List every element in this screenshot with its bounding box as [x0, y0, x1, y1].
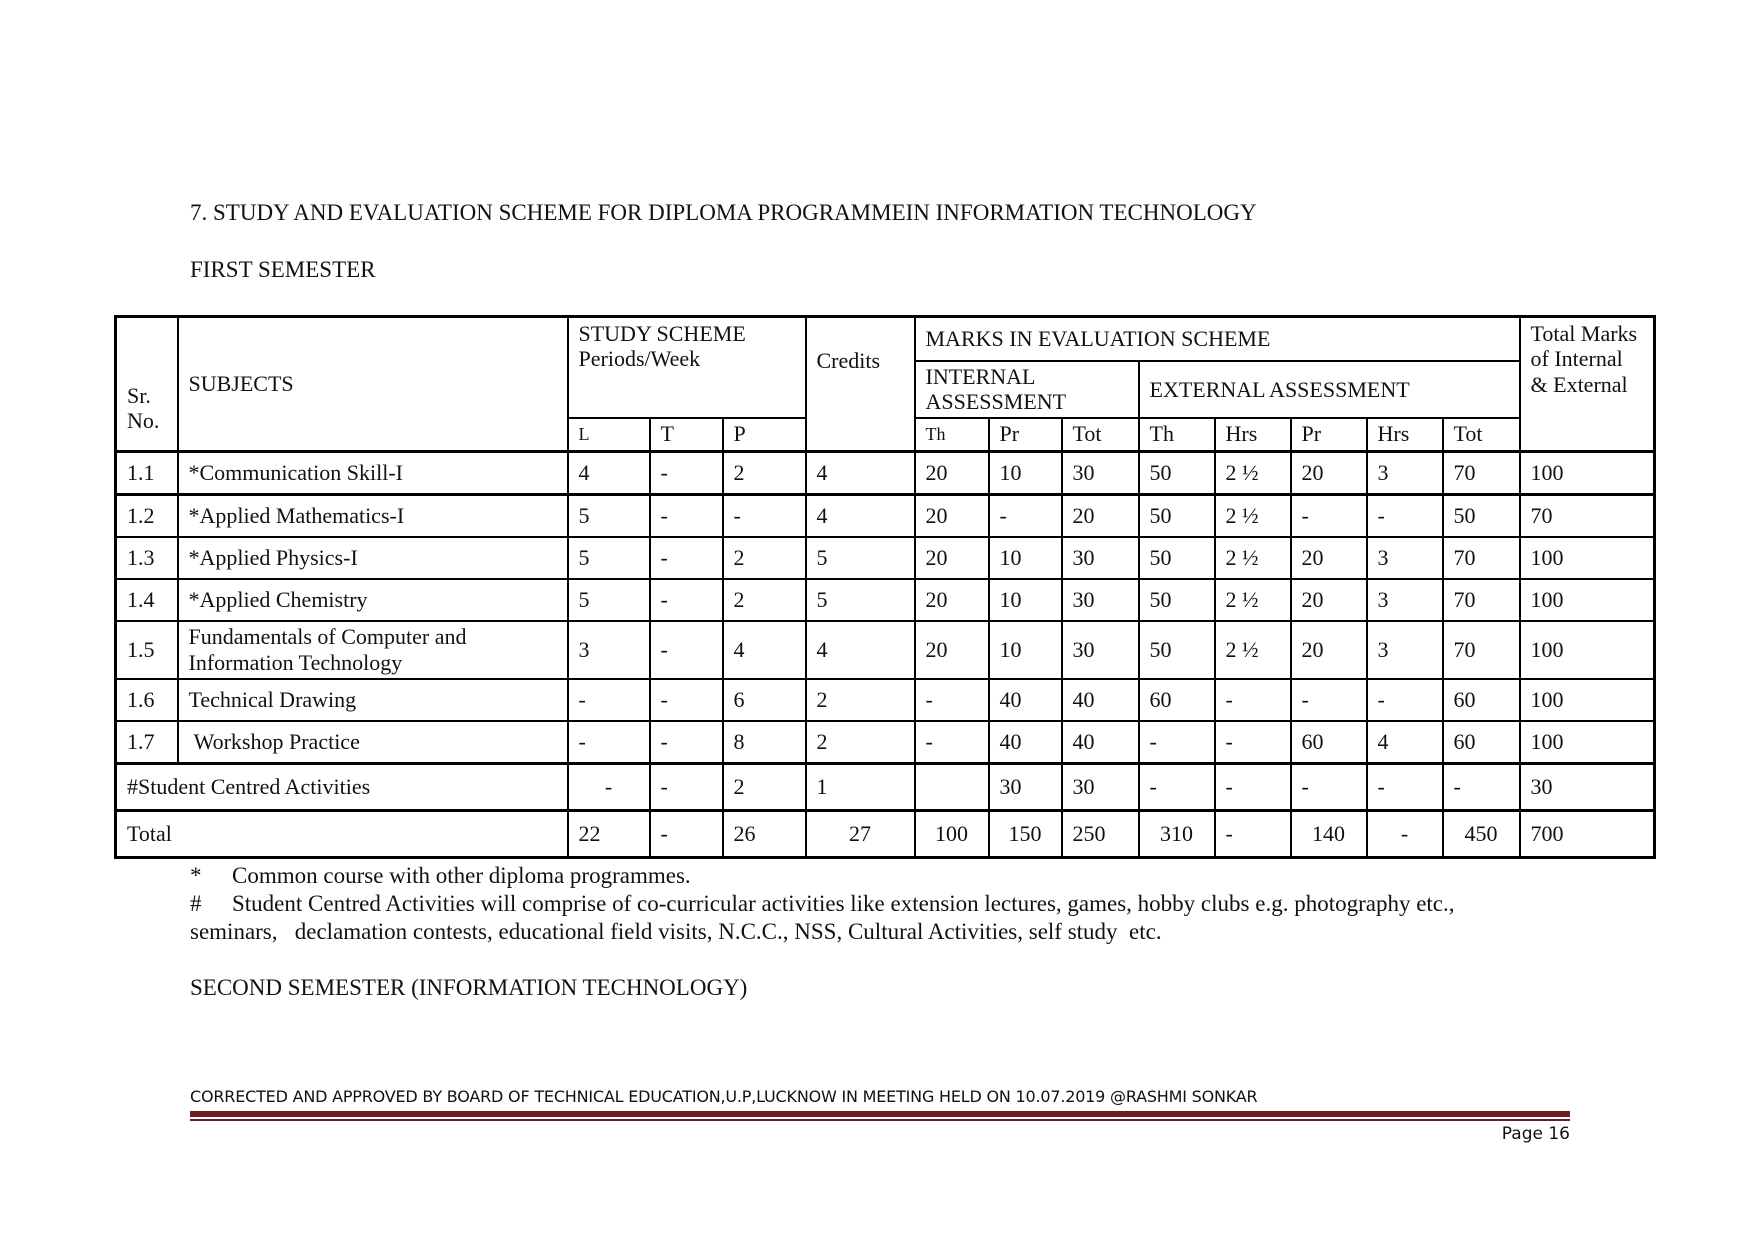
cell-ext-pr: 20: [1291, 621, 1367, 679]
cell-ext-pr: -: [1291, 679, 1367, 721]
cell-l: -: [568, 763, 650, 810]
cell-ext-tot: 70: [1443, 579, 1520, 621]
header-ext-pr: Pr: [1291, 418, 1367, 452]
cell-t: -: [650, 621, 723, 679]
cell-ext-hrs: 4: [1367, 721, 1443, 764]
cell-sr: 1.3: [116, 537, 178, 579]
cell-p: 6: [723, 679, 806, 721]
table-row: [116, 621, 1655, 679]
cell-ext-pr: 20: [1291, 451, 1367, 494]
cell-ext-th: 50: [1139, 494, 1215, 537]
cell-int-tot: 30: [1062, 451, 1139, 494]
cell-total: 100: [1520, 537, 1655, 579]
cell-ext-hrs: 2 ½: [1215, 451, 1291, 494]
cell-ext-th: 60: [1139, 679, 1215, 721]
evaluation-scheme-table: [114, 315, 1656, 859]
cell-sr: 1.4: [116, 579, 178, 621]
cell-int-pr: 10: [989, 579, 1062, 621]
cell-ext-hrs: 3: [1367, 537, 1443, 579]
footnote-common: [190, 862, 1590, 890]
cell-ext-hrs: 2 ½: [1215, 537, 1291, 579]
cell-total-label: Total: [116, 810, 568, 857]
header-study-scheme: STUDY SCHEME Periods/Week: [568, 317, 806, 418]
header-sr-no: Sr. No.: [116, 317, 178, 452]
first-semester-title: FIRST SEMESTER: [190, 257, 376, 282]
header-credits: Credits: [806, 317, 915, 452]
cell-int-th: 20: [915, 621, 989, 679]
cell-ext-pr: -: [1291, 763, 1367, 810]
cell-subject: *Communication Skill-I: [178, 451, 568, 494]
cell-credits: 5: [806, 537, 915, 579]
cell-subject: *Applied Chemistry: [178, 579, 568, 621]
cell-total: 100: [1520, 621, 1655, 679]
footnote-hash-text: Student Centred Activities will comprise of co-curricular activities like extension lectures, games, hobby clubs e.g. photography etc.,: [232, 891, 1455, 916]
cell-ext-hrs: 2 ½: [1215, 494, 1291, 537]
cell-ext-hrs: 2 ½: [1215, 579, 1291, 621]
cell-subject: Technical Drawing: [178, 679, 568, 721]
header-int-pr: Pr: [989, 418, 1062, 452]
cell-ext-hrs: -: [1367, 494, 1443, 537]
section-heading: 7. STUDY AND EVALUATION SCHEME FOR DIPLOMA PROGRAMMEIN INFORMATION TECHNOLOGY: [190, 200, 1257, 225]
cell-ext-hrs: 3: [1367, 451, 1443, 494]
cell-total: 30: [1520, 763, 1655, 810]
cell-ext-pr: 60: [1291, 721, 1367, 764]
cell-total: 700: [1520, 810, 1655, 857]
cell-t: -: [650, 679, 723, 721]
cell-ext-tot: 70: [1443, 451, 1520, 494]
cell-p: 2: [723, 579, 806, 621]
cell-int-tot: 30: [1062, 763, 1139, 810]
cell-l: 4: [568, 451, 650, 494]
cell-total: 100: [1520, 579, 1655, 621]
cell-int-th: 20: [915, 537, 989, 579]
cell-credits: 27: [806, 810, 915, 857]
cell-t: -: [650, 763, 723, 810]
cell-subject: Fundamentals of Computer and Information Technology: [178, 621, 568, 679]
cell-ext-hrs: -: [1215, 810, 1291, 857]
cell-ext-tot: 50: [1443, 494, 1520, 537]
cell-ext-hrs: -: [1215, 721, 1291, 764]
cell-total: 70: [1520, 494, 1655, 537]
cell-sr: 1.2: [116, 494, 178, 537]
table-row: [116, 494, 1655, 537]
cell-p: 2: [723, 537, 806, 579]
cell-t: -: [650, 721, 723, 764]
cell-credits: 2: [806, 721, 915, 764]
cell-int-pr: 10: [989, 537, 1062, 579]
cell-p: -: [723, 494, 806, 537]
cell-ext-hrs: -: [1367, 763, 1443, 810]
cell-ext-hrs: -: [1215, 763, 1291, 810]
cell-credits: 4: [806, 451, 915, 494]
table-row: [116, 451, 1655, 494]
cell-t: -: [650, 451, 723, 494]
cell-t: -: [650, 810, 723, 857]
cell-sr: 1.1: [116, 451, 178, 494]
cell-ext-th: 50: [1139, 451, 1215, 494]
cell-ext-hrs: 3: [1367, 579, 1443, 621]
cell-total: 100: [1520, 679, 1655, 721]
cell-ext-pr: 20: [1291, 579, 1367, 621]
footnote-activities-cont: seminars, declamation contests, educational field visits, N.C.C., NSS, Cultural Activities, self study etc.: [190, 919, 1162, 944]
header-ext-hrs: Hrs: [1367, 418, 1443, 452]
cell-subject: Workshop Practice: [178, 721, 568, 764]
cell-ext-th: -: [1139, 721, 1215, 764]
cell-ext-hrs: -: [1367, 810, 1443, 857]
cell-t: -: [650, 537, 723, 579]
footnote-star-mark: *: [190, 863, 202, 888]
cell-int-tot: 40: [1062, 721, 1139, 764]
header-internal-assessment: INTERNAL ASSESSMENT: [915, 361, 1139, 418]
header-ext-th: Th: [1139, 418, 1215, 452]
cell-ext-pr: 140: [1291, 810, 1367, 857]
cell-int-pr: 30: [989, 763, 1062, 810]
cell-int-pr: 10: [989, 621, 1062, 679]
header-subjects: SUBJECTS: [178, 317, 568, 452]
cell-credits: 4: [806, 621, 915, 679]
cell-p: 26: [723, 810, 806, 857]
cell-ext-hrs: -: [1367, 679, 1443, 721]
table-row: [116, 579, 1655, 621]
cell-int-th: 20: [915, 451, 989, 494]
footer-rule-thin: [190, 1119, 1570, 1121]
table-row: [116, 679, 1655, 721]
cell-ext-th: 310: [1139, 810, 1215, 857]
cell-ext-th: 50: [1139, 579, 1215, 621]
cell-l: -: [568, 721, 650, 764]
header-int-tot: Tot: [1062, 418, 1139, 452]
cell-ext-th: 50: [1139, 621, 1215, 679]
cell-int-pr: 150: [989, 810, 1062, 857]
cell-activities-label: #Student Centred Activities: [116, 763, 568, 810]
table-row-activities: [116, 763, 1655, 810]
cell-l: 22: [568, 810, 650, 857]
cell-total: 100: [1520, 451, 1655, 494]
footer-approval-note: CORRECTED AND APPROVED BY BOARD OF TECHNICAL EDUCATION,U.P,LUCKNOW IN MEETING HELD ON 10.07.2019 @RASHMI SONKAR: [190, 1087, 1258, 1106]
cell-ext-tot: 60: [1443, 721, 1520, 764]
header-ext-tot: Tot: [1443, 418, 1520, 452]
cell-ext-pr: 20: [1291, 537, 1367, 579]
cell-p: 8: [723, 721, 806, 764]
cell-ext-tot: 450: [1443, 810, 1520, 857]
cell-credits: 1: [806, 763, 915, 810]
cell-int-th: -: [915, 679, 989, 721]
cell-t: -: [650, 579, 723, 621]
footnote-activities: [190, 890, 1590, 918]
cell-l: 5: [568, 494, 650, 537]
footnotes: [190, 862, 1590, 946]
header-total-marks: Total Marks of Internal & External: [1520, 317, 1655, 452]
header-external-assessment: EXTERNAL ASSESSMENT: [1139, 361, 1520, 418]
footnote-star-text: Common course with other diploma programmes.: [232, 863, 691, 888]
cell-ext-th: 50: [1139, 537, 1215, 579]
cell-ext-tot: 70: [1443, 537, 1520, 579]
cell-p: 2: [723, 763, 806, 810]
cell-t: -: [650, 494, 723, 537]
footnote-hash-mark: #: [190, 891, 202, 916]
cell-ext-tot: 70: [1443, 621, 1520, 679]
table-row-total: [116, 810, 1655, 857]
cell-int-th: 100: [915, 810, 989, 857]
cell-l: 3: [568, 621, 650, 679]
cell-credits: 5: [806, 579, 915, 621]
cell-l: -: [568, 679, 650, 721]
cell-ext-th: -: [1139, 763, 1215, 810]
cell-l: 5: [568, 537, 650, 579]
cell-ext-hrs: -: [1215, 679, 1291, 721]
cell-int-pr: 40: [989, 721, 1062, 764]
cell-int-th: 20: [915, 494, 989, 537]
footer-rule: [190, 1111, 1570, 1117]
cell-int-th: 20: [915, 579, 989, 621]
cell-credits: 2: [806, 679, 915, 721]
cell-subject: *Applied Mathematics-I: [178, 494, 568, 537]
header-t: T: [650, 418, 723, 452]
cell-int-tot: 20: [1062, 494, 1139, 537]
second-semester-title: SECOND SEMESTER (INFORMATION TECHNOLOGY): [190, 975, 748, 1000]
cell-p: 2: [723, 451, 806, 494]
cell-int-pr: 40: [989, 679, 1062, 721]
header-ext-hrs: Hrs: [1215, 418, 1291, 452]
cell-total: 100: [1520, 721, 1655, 764]
page-number: Page 16: [1501, 1124, 1570, 1144]
table-row: [116, 537, 1655, 579]
cell-ext-tot: -: [1443, 763, 1520, 810]
cell-int-tot: 250: [1062, 810, 1139, 857]
cell-ext-hrs: 2 ½: [1215, 621, 1291, 679]
cell-int-tot: 30: [1062, 621, 1139, 679]
header-int-th: Th: [915, 418, 989, 452]
cell-sr: 1.7: [116, 721, 178, 764]
cell-ext-pr: -: [1291, 494, 1367, 537]
cell-credits: 4: [806, 494, 915, 537]
cell-int-pr: -: [989, 494, 1062, 537]
cell-l: 5: [568, 579, 650, 621]
cell-sr: 1.6: [116, 679, 178, 721]
header-l: L: [568, 418, 650, 452]
cell-ext-hrs: 3: [1367, 621, 1443, 679]
cell-int-pr: 10: [989, 451, 1062, 494]
header-p: P: [723, 418, 806, 452]
cell-int-th: -: [915, 721, 989, 764]
header-marks-scheme: MARKS IN EVALUATION SCHEME: [915, 317, 1520, 362]
cell-int-tot: 40: [1062, 679, 1139, 721]
cell-int-th: [915, 763, 989, 810]
cell-int-tot: 30: [1062, 579, 1139, 621]
cell-subject: *Applied Physics-I: [178, 537, 568, 579]
cell-int-tot: 30: [1062, 537, 1139, 579]
cell-p: 4: [723, 621, 806, 679]
cell-ext-tot: 60: [1443, 679, 1520, 721]
table-row: [116, 721, 1655, 764]
cell-sr: 1.5: [116, 621, 178, 679]
